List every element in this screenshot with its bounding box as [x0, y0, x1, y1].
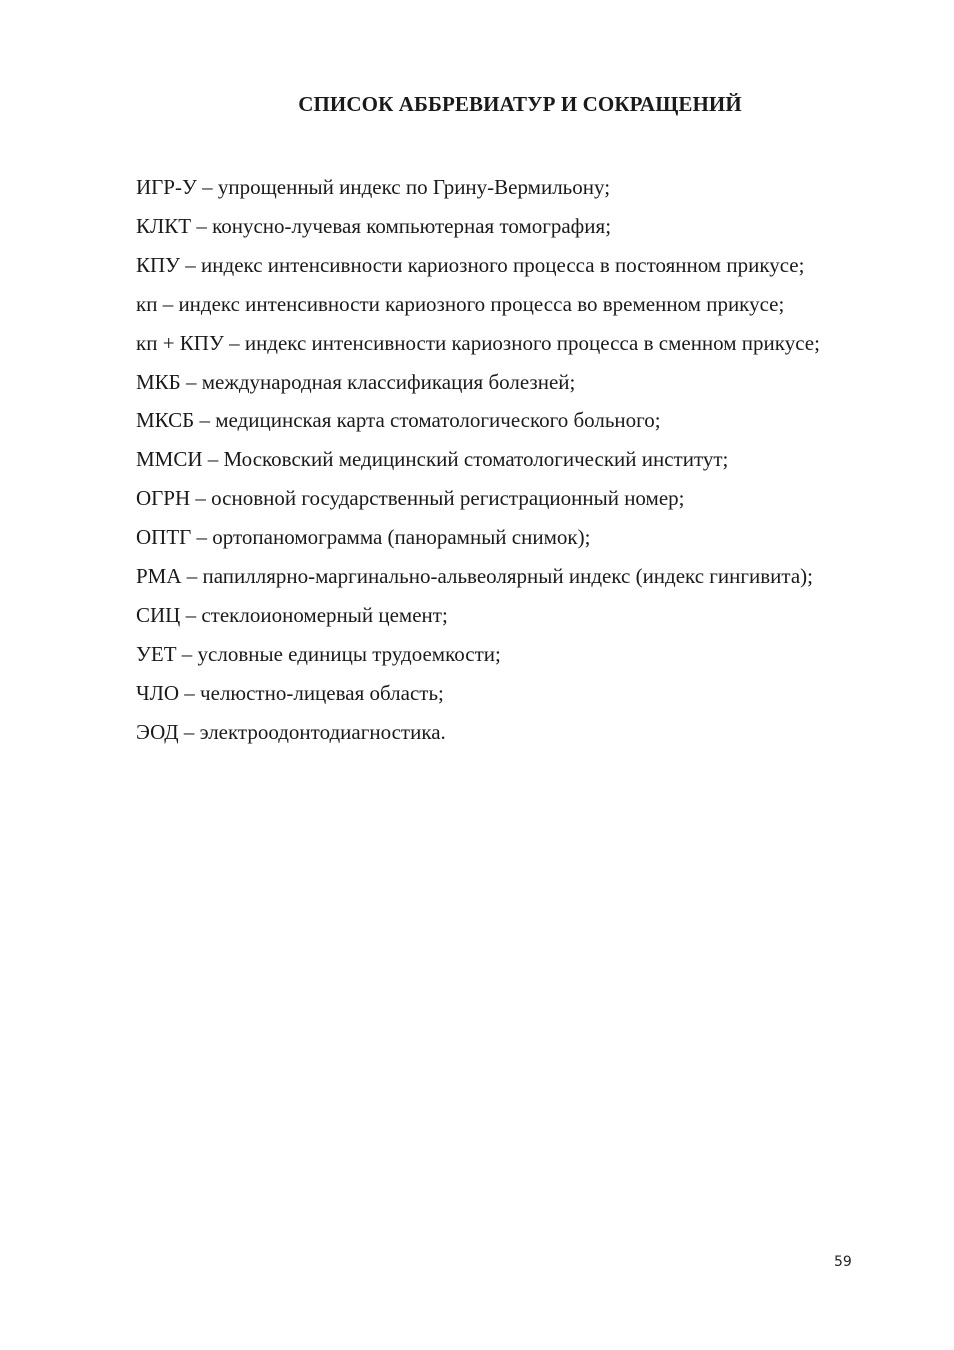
- list-item: СИЦ – стеклоиономерный цемент;: [136, 602, 448, 627]
- list-item: КПУ – индекс интенсивности кариозного процесса в постоянном прикусе;: [136, 252, 805, 277]
- list-item: РМА – папиллярно-маргинально-альвеолярный индекс (индекс гингивита);: [136, 564, 813, 589]
- list-item: ЭОД – электроодонтодиагностика.: [136, 719, 446, 744]
- list-item: МКСБ – медицинская карта стоматологического больного;: [136, 408, 661, 433]
- list-item: МКБ – международная классификация болезней;: [136, 369, 576, 394]
- page-title: СПИСОК АББРЕВИАТУР И СОКРАЩЕНИЙ: [298, 92, 742, 116]
- page-number: 59: [834, 1254, 852, 1270]
- list-item: ОПТГ – ортопаномограмма (панорамный снимок);: [136, 525, 591, 550]
- list-item: ММСИ – Московский медицинский стоматологический институт;: [136, 447, 729, 472]
- list-item: КЛКТ – конусно-лучевая компьютерная томография;: [136, 213, 612, 238]
- abbreviation-list: [136, 168, 926, 752]
- list-item: ЧЛО – челюстно-лицевая область;: [136, 680, 444, 705]
- list-item: ИГР-У – упрощенный индекс по Грину-Вермильону;: [136, 175, 611, 199]
- list-item: ОГРН – основной государственный регистрационный номер;: [136, 486, 685, 511]
- list-item: кп + КПУ – индекс интенсивности кариозного процесса в сменном прикусе;: [136, 330, 820, 355]
- list-item: кп – индекс интенсивности кариозного процесса во временном прикусе;: [136, 291, 785, 316]
- list-item: УЕТ – условные единицы трудоемкости;: [136, 641, 501, 666]
